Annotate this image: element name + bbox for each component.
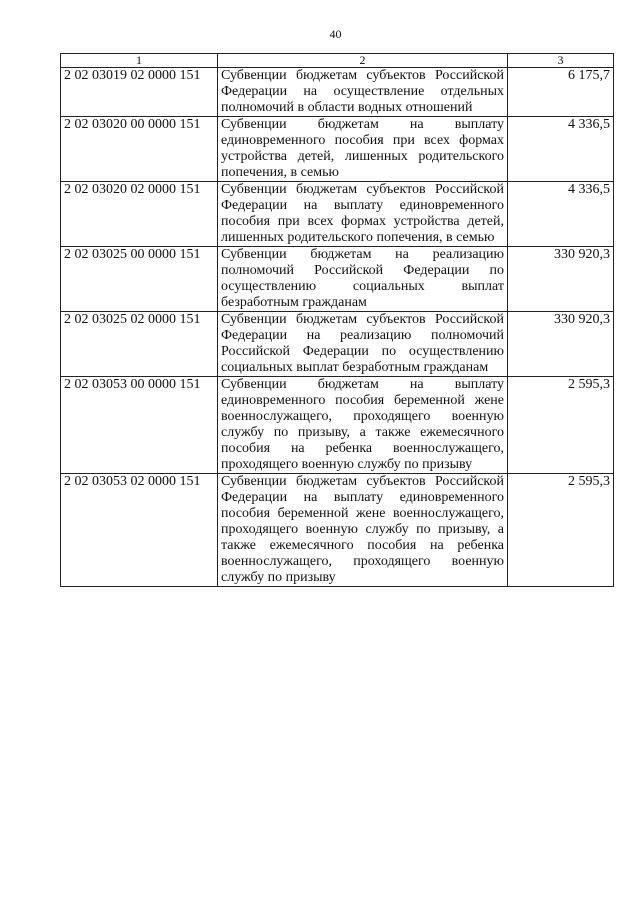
table-row xyxy=(61,377,614,474)
table-row xyxy=(61,182,614,247)
table-row xyxy=(61,117,614,182)
budget-code: 2 02 03020 02 0000 151 xyxy=(61,182,218,247)
budget-amount: 6 175,7 xyxy=(508,68,614,117)
budget-code: 2 02 03053 00 0000 151 xyxy=(61,377,218,474)
budget-amount: 4 336,5 xyxy=(508,117,614,182)
budget-amount: 330 920,3 xyxy=(508,312,614,377)
table-row xyxy=(61,68,614,117)
column-header-3: 3 xyxy=(508,54,614,68)
budget-code: 2 02 03025 02 0000 151 xyxy=(61,312,218,377)
column-header-1: 1 xyxy=(61,54,218,68)
budget-description: Субвенции бюджетам субъектов Российской Федерации на осуществление отдельных полномочий в области водных отношений xyxy=(218,68,508,117)
budget-amount: 2 595,3 xyxy=(508,377,614,474)
budget-description: Субвенции бюджетам субъектов Российской Федерации на выплату единовременного пособия при всех формах устройства детей, лишенных родительского попечения, в семью xyxy=(218,182,508,247)
budget-code: 2 02 03020 00 0000 151 xyxy=(61,117,218,182)
budget-description: Субвенции бюджетам субъектов Российской Федерации на выплату единовременного пособия беременной жене военнослужащего, проходящего военную службу по призыву, а также ежемесячного пособия на ребенка военнослужащего, проходящего военную службу по призыву xyxy=(218,474,508,587)
column-header-2: 2 xyxy=(218,54,508,68)
budget-code: 2 02 03019 02 0000 151 xyxy=(61,68,218,117)
budget-code: 2 02 03025 00 0000 151 xyxy=(61,247,218,312)
table-row xyxy=(61,312,614,377)
budget-description: Субвенции бюджетам субъектов Российской Федерации на реализацию полномочий Российской Федерации по осуществлению социальных выплат безработным гражданам xyxy=(218,312,508,377)
table-row xyxy=(61,247,614,312)
budget-description: Субвенции бюджетам на выплату единовременного пособия при всех формах устройства детей, лишенных родительского попечения, в семью xyxy=(218,117,508,182)
budget-description: Субвенции бюджетам на выплату единовременного пособия беременной жене военнослужащего, проходящего военную службу по призыву, а также ежемесячного пособия на ребенка военнослужащего, проходящего военную службу по призыву xyxy=(218,377,508,474)
table-header-row xyxy=(61,54,614,68)
budget-amount: 330 920,3 xyxy=(508,247,614,312)
budget-description: Субвенции бюджетам на реализацию полномочий Российской Федерации по осуществлению социальных выплат безработным гражданам xyxy=(218,247,508,312)
budget-code: 2 02 03053 02 0000 151 xyxy=(61,474,218,587)
table-row xyxy=(61,474,614,587)
budget-amount: 2 595,3 xyxy=(508,474,614,587)
budget-amount: 4 336,5 xyxy=(508,182,614,247)
page-number: 40 xyxy=(329,27,342,41)
budget-table xyxy=(60,53,614,587)
